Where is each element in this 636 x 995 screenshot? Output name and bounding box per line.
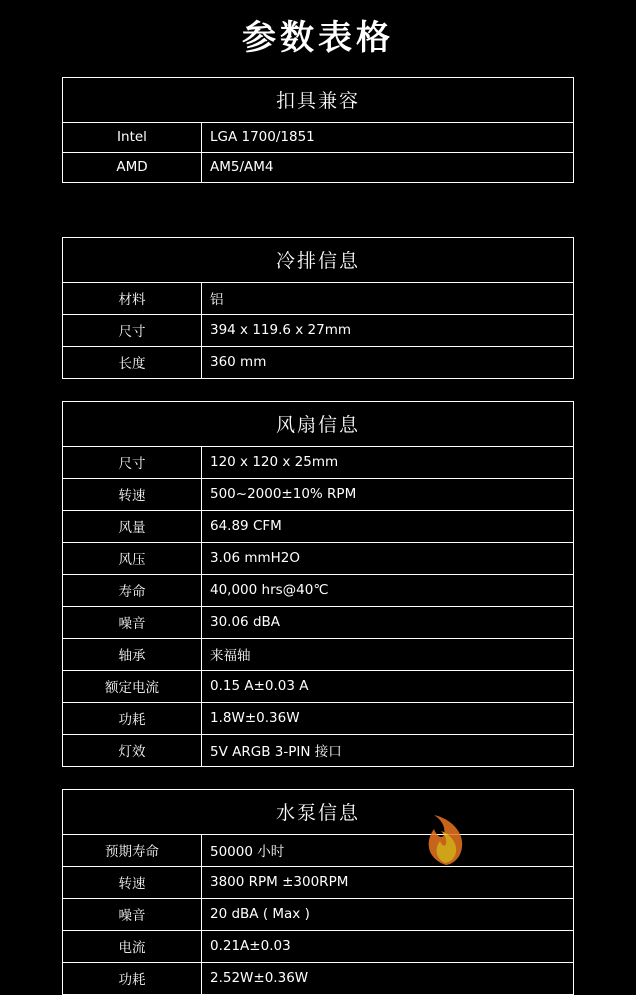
table-row [63,123,573,153]
row-label: 功耗 [63,963,202,995]
table-row [63,283,573,315]
table-row [63,671,573,703]
table-row [63,703,573,735]
row-label: 轴承 [63,639,202,671]
table-row [63,835,573,867]
table-row [63,963,573,995]
table-row [63,447,573,479]
row-label: 转速 [63,479,202,511]
row-value: 64.89 CFM [202,511,574,543]
table-row [63,867,573,899]
table-row [63,315,573,347]
table-row [63,347,573,379]
section-pump-info [62,789,574,995]
row-value: 3800 RPM ±300RPM [202,867,574,899]
section-header: 水泵信息 [63,790,573,835]
row-label: 寿命 [63,575,202,607]
row-value: 铝 [210,292,224,308]
row-value: 120 x 120 x 25mm [210,454,339,470]
spec-table [63,447,573,766]
row-value: LGA 1700/1851 [210,129,315,145]
row-label: 尺寸 [63,447,202,479]
row-value: 来福轴 [202,639,574,671]
row-label: 噪音 [63,607,202,639]
row-label: 转速 [63,867,202,899]
row-value: 0.15 A±0.03 A [202,671,574,703]
row-label: AMD [63,153,202,183]
row-value: 360 mm [202,347,574,379]
row-value: AM5/AM4 [202,153,574,183]
row-label: 尺寸 [63,315,202,347]
section-radiator-info [62,237,574,379]
table-row [63,575,573,607]
row-label: 预期寿命 [63,835,202,867]
row-value: 0.21A±0.03 [202,931,574,963]
spec-table [63,283,573,378]
row-label: 额定电流 [63,671,202,703]
row-label: 风量 [63,511,202,543]
section-header: 扣具兼容 [63,78,573,123]
page-title: 参数表格 [242,18,394,58]
row-value: 20 dBA ( Max ) [202,899,574,931]
row-value: 5V ARGB 3-PIN 接口 [202,735,574,767]
table-row [63,479,573,511]
row-value: 500~2000±10% RPM [202,479,574,511]
row-label: 材料 [63,283,202,315]
section-header: 冷排信息 [63,238,573,283]
table-row [63,735,573,767]
row-label: 功耗 [63,703,202,735]
table-row [63,639,573,671]
row-value: 1.8W±0.36W [202,703,574,735]
table-row [63,543,573,575]
section-header: 风扇信息 [63,402,573,447]
row-value: 3.06 mmH2O [202,543,574,575]
table-row [63,607,573,639]
table-row [63,899,573,931]
row-value: 40,000 hrs@40℃ [202,575,574,607]
row-label: Intel [63,123,202,153]
table-row [63,153,573,183]
row-value: 394 x 119.6 x 27mm [202,315,574,347]
spec-table [63,123,573,182]
row-value: 50000 小时 [210,844,285,860]
row-value: 30.06 dBA [202,607,574,639]
table-row [63,931,573,963]
row-label: 噪音 [63,899,202,931]
section-mount-compatibility [62,77,574,183]
row-label: 长度 [63,347,202,379]
row-value: 2.52W±0.36W [202,963,574,995]
row-label: 风压 [63,543,202,575]
row-label: 电流 [63,931,202,963]
section-fan-info [62,401,574,767]
table-row [63,511,573,543]
spec-table [63,835,573,994]
row-label: 灯效 [63,735,202,767]
